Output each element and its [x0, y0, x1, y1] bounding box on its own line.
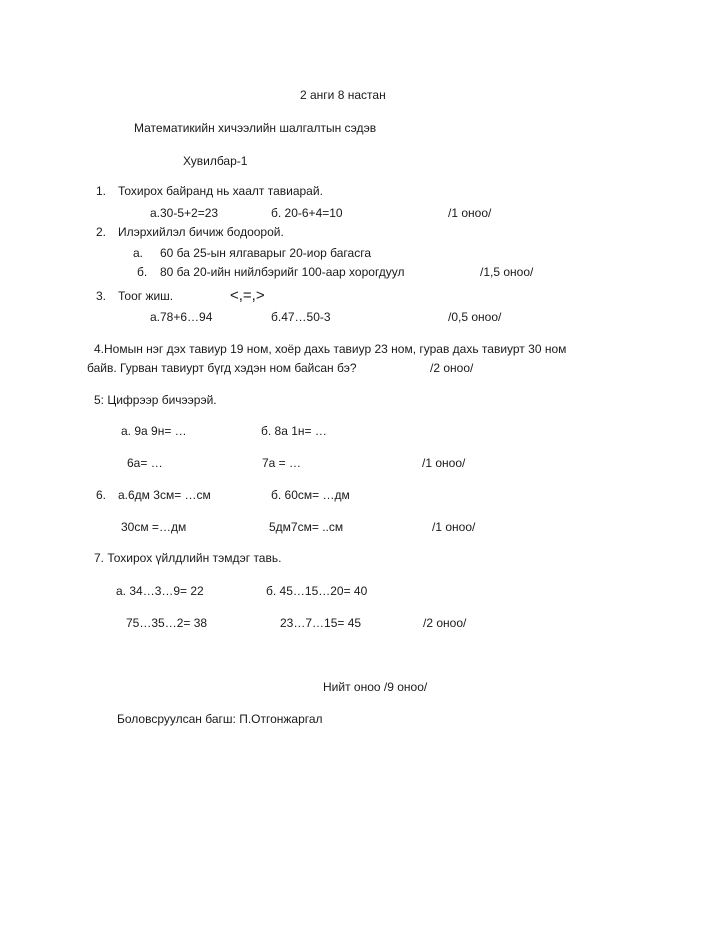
q1-item-b: б. 20-6+4=10: [271, 206, 343, 220]
q6-number: 6.: [96, 488, 107, 502]
grade-heading: 2 анги 8 настан: [300, 88, 386, 102]
teacher-credit: Боловсруулсан багш: П.Отгонжаргал: [117, 712, 323, 726]
q7-item-b: б. 45…15…20= 40: [266, 584, 368, 598]
q6-item-b: б. 60см= …дм: [271, 488, 350, 502]
q2-item-a-text: 60 ба 25-ын ялгаварыг 20-иор багасга: [160, 246, 372, 260]
q3-text: Тоог жиш.: [118, 289, 174, 303]
variant-label: Хувилбар-1: [183, 154, 248, 168]
q3-item-a: а.78+6…94: [150, 310, 213, 324]
q7-text: 7. Тохирох үйлдлийн тэмдэг тавь.: [94, 551, 282, 565]
q2-score: /1,5 оноо/: [480, 265, 534, 279]
q2-item-a-label: а.: [133, 246, 144, 260]
q4-text-line2: байв. Гурван тавиурт бүгд хэдэн ном байсан бэ?: [87, 361, 357, 375]
q5-item-b: б. 8а 1н= …: [261, 424, 327, 438]
q7-score: /2 оноо/: [423, 616, 467, 630]
q5-text: 5: Цифрээр бичээрэй.: [94, 393, 217, 407]
q3-comparison-symbols: <,=,>: [230, 287, 265, 304]
q5-item-a: а. 9а 9н= …: [121, 424, 187, 438]
q3-item-b: б.47…50-3: [271, 310, 331, 324]
q6-item-c: 30см =…дм: [121, 520, 187, 534]
q3-score: /0,5 оноо/: [448, 310, 502, 324]
q4-score: /2 оноо/: [430, 361, 474, 375]
q4-text-line1: 4.Номын нэг дэх тавиур 19 ном, хоёр дахь тавиур 23 ном, гурав дахь тавиурт 30 ном: [94, 342, 567, 356]
q2-item-b-text: 80 ба 20-ийн нийлбэрийг 100-аар хорогдуул: [160, 265, 405, 279]
q6-score: /1 оноо/: [432, 520, 476, 534]
q1-score: /1 оноо/: [448, 206, 492, 220]
q5-item-c: 6а= …: [127, 456, 163, 470]
q7-item-d: 23…7…15= 45: [280, 616, 362, 630]
q6-item-d: 5дм7см= ..см: [269, 520, 344, 534]
q7-item-a: а. 34…3…9= 22: [116, 584, 204, 598]
q3-number: 3.: [96, 289, 107, 303]
q7-item-c: 75…35…2= 38: [126, 616, 208, 630]
q5-score: /1 оноо/: [422, 456, 466, 470]
total-score: Нийт оноо /9 оноо/: [323, 680, 428, 694]
q1-text: Тохирох байранд нь хаалт тавиарай.: [118, 184, 323, 198]
q1-item-a: а.30-5+2=23: [150, 206, 219, 220]
q1-number: 1.: [96, 184, 107, 198]
q2-number: 2.: [96, 225, 107, 239]
q6-item-a: а.6дм 3см= …см: [118, 488, 211, 502]
exam-title: Математикийн хичээлийн шалгалтын сэдэв: [134, 121, 377, 135]
q5-item-d: 7а = …: [262, 456, 302, 470]
q2-text: Илэрхийлэл бичиж бодоорой.: [118, 225, 284, 239]
q2-item-b-label: б.: [137, 265, 148, 279]
